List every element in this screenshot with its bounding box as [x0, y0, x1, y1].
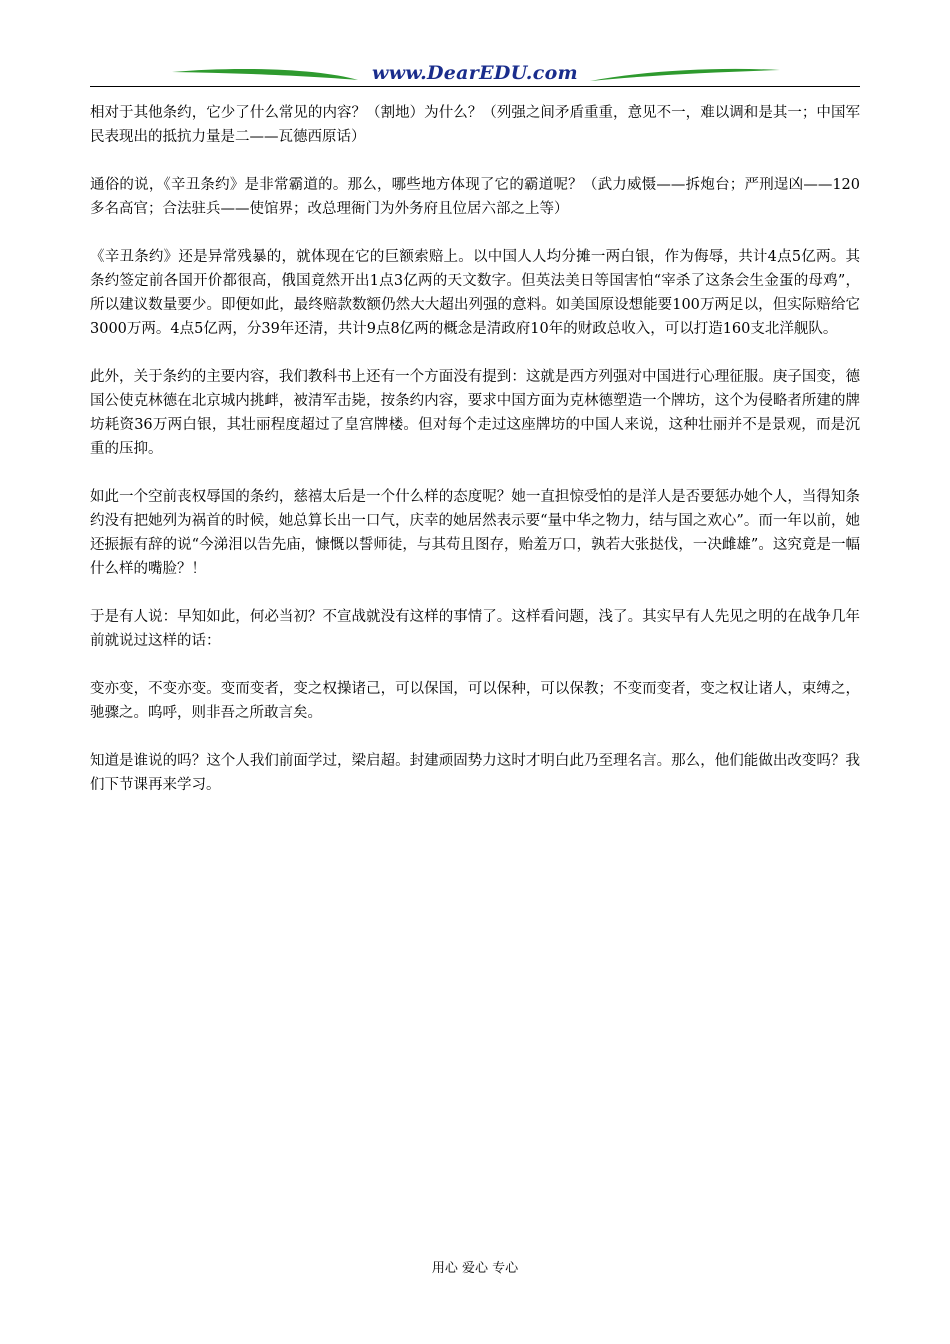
document-body	[90, 101, 860, 821]
paragraph: 相对于其他条约，它少了什么常见的内容？（割地）为什么？（列强之间矛盾重重，意见不一，难以调和是其一；中国军民表现出的抵抗力量是二——瓦德西原话）	[90, 105, 860, 145]
paragraph: 知道是谁说的吗？这个人我们前面学过，梁启超。封建顽固势力这时才明白此乃至理名言。那么，他们能做出改变吗？我们下节课再来学习。	[90, 753, 860, 793]
page-footer: 用心 爱心 专心	[431, 1261, 519, 1276]
paragraph: 于是有人说：早知如此，何必当初？不宣战就没有这样的事情了。这样看问题，浅了。其实早有人先见之明的在战争几年前就说过这样的话：	[90, 609, 860, 649]
paragraph: 变亦变，不变亦变。变而变者，变之权操诸己，可以保国，可以保种，可以保教；不变而变者，变之权让诸人，束缚之，驰骤之。呜呼，则非吾之所敢言矣。	[90, 681, 860, 721]
site-url-logo: www.DearEDU.com	[372, 62, 578, 84]
header-rule	[90, 86, 860, 87]
paragraph: 通俗的说，《辛丑条约》是非常霸道的。那么，哪些地方体现了它的霸道呢？（武力威慑——拆炮台；严刑逞凶——120多名高官；合法驻兵——使馆界；改总理衙门为外务府且位居六部之上等）	[90, 177, 860, 217]
page-header	[90, 60, 860, 90]
paragraph: 如此一个空前丧权辱国的条约，慈禧太后是一个什么样的态度呢？她一直担惊受怕的是洋人是否要惩办她个人，当得知条约没有把她列为祸首的时候，她总算长出一口气，庆幸的她居然表示要“量中华之物力，结与国之欢心”。而一年以前，她还振振有辞的说“今涕泪以告先庙，慷慨以誓师徒，与其苟且图存，贻羞万口，孰若大张挞伐，一决雌雄”。这究竟是一幅什么样的嘴脸？！	[90, 489, 860, 577]
paragraph: 此外，关于条约的主要内容，我们教科书上还有一个方面没有提到：这就是西方列强对中国进行心理征服。庚子国变，德国公使克林德在北京城内挑衅，被清军击毙，按条约内容，要求中国方面为克林德塑造一个牌坊，这个为侵略者所建的牌坊耗资36万两白银，其壮丽程度超过了皇宫牌楼。但对每个走过这座牌坊的中国人来说，这种壮丽并不是景观，而是沉重的压抑。	[90, 369, 860, 457]
paragraph: 《辛丑条约》还是异常残暴的，就体现在它的巨额索赔上。以中国人人均分摊一两白银，作为侮辱，共计4点5亿两。其条约签定前各国开价都很高，俄国竟然开出1点3亿两的天文数字。但英法美日等国害怕“宰杀了这条会生金蛋的母鸡”，所以建议数量要少。即便如此，最终赔款数额仍然大大超出列强的意料。如美国原设想能要100万两足以，但实际赔给它3000万两。4点5亿两，分39年还清，共计9点8亿两的概念是清政府10年的财政总收入，可以打造160支北洋舰队。	[90, 249, 860, 337]
